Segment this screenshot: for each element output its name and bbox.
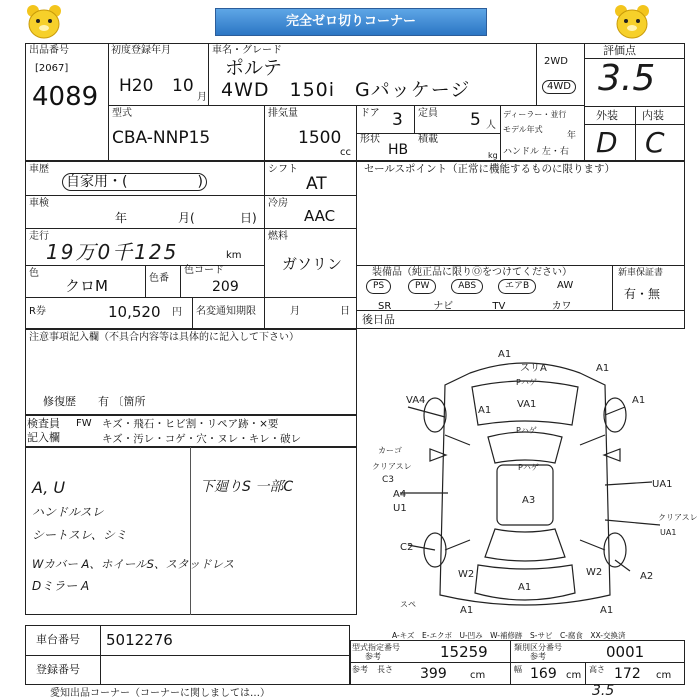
dmg-label: VA4 [406, 395, 426, 406]
repair-history: 修復歴 有 〔箇所 [43, 395, 146, 408]
chassis-number: 5012276 [106, 631, 173, 649]
first-reg-month: 10 [172, 76, 194, 96]
notes-label: 注意事項記入欄（不具合内容等は具体的に記入して下さい） [29, 332, 299, 343]
exterior-grade: D [596, 126, 618, 159]
car-grade: 4WD 150i Gパッケージ [221, 79, 471, 101]
lot-number: 4089 [32, 82, 99, 112]
equip-abs: ABS [451, 279, 483, 294]
dmg-label: U1 [393, 503, 407, 514]
bear-mascot-right-icon [612, 4, 652, 40]
dmg-label: C3 [382, 475, 395, 485]
designation-number: 15259 [440, 643, 488, 661]
note-line-2: ハンドルスレ [32, 505, 104, 519]
lot-sub: [2067] [35, 63, 69, 74]
footer-score: 3.5 [592, 683, 615, 699]
bear-mascot-left-icon [24, 4, 64, 40]
header-banner: 完全ゼロ切りコーナー [215, 8, 487, 36]
equip-airbag: エアB [498, 279, 536, 294]
first-reg-year: H20 [119, 76, 154, 96]
dmg-label: クリアスレ [658, 513, 698, 522]
dmg-label: W2 [586, 567, 603, 578]
recycle-fee: 10,520 [108, 303, 161, 321]
warranty-value: 有・無 [624, 287, 661, 301]
dmg-label: カーゴ [378, 446, 402, 455]
dmg-label: Pハゲ [516, 378, 537, 387]
dmg-label: A3 [522, 495, 536, 506]
dmg-label: A2 [640, 571, 654, 582]
damage-legend: A-キズ E-エクボ U-凹み W-補修跡 S-サビ C-腐食 XX-交換済 [392, 631, 626, 640]
category-number: 0001 [606, 643, 645, 661]
inspector-row-2: キズ・汚レ・コゲ・穴・ヌレ・キレ・破レ [102, 433, 302, 445]
dmg-label: スペ [400, 600, 416, 609]
fuel: ガソリン [282, 255, 343, 273]
first-reg-label: 初度登録年月 [111, 45, 171, 56]
interior-grade: C [645, 126, 665, 159]
mileage: 19万0千125 [46, 240, 179, 264]
equip-ps: PS [366, 279, 391, 294]
note-line-5: Dミラー A [32, 579, 90, 593]
equip-aw: AW [557, 280, 574, 291]
inspector-row-1: キズ・飛石・ヒビ割・リペア跡・×要 [102, 418, 279, 430]
damage-diagram [360, 345, 698, 630]
dmg-label: Pハゲ [516, 426, 537, 435]
dmg-label: A1 [518, 582, 532, 593]
dmg-label: A1 [478, 405, 492, 416]
dmg-label: UA1 [652, 479, 673, 490]
color-code: 209 [212, 279, 239, 295]
model-code: CBA-NNP15 [112, 128, 211, 148]
undercarriage-note: 下廻りS 一部C [200, 479, 294, 495]
dmg-label: A4 [393, 489, 407, 500]
length: 399 [420, 666, 447, 682]
dmg-label: A1 [632, 395, 646, 406]
dmg-label: VA1 [517, 399, 537, 410]
car-history: 自家用・( ) [62, 172, 207, 192]
width: 169 [530, 666, 557, 682]
car-name: ポルテ [225, 57, 283, 79]
displacement: 1500 [298, 128, 342, 148]
label-4wd-circled: 4WD [542, 80, 576, 94]
rating-label: 評価点 [603, 44, 636, 57]
dmg-label: C2 [400, 542, 414, 553]
doors: 3 [392, 110, 403, 130]
car-name-label: 車名・グレード [212, 45, 282, 56]
dmg-label: A1 [460, 605, 474, 616]
footer-text: 愛知出品コーナー（コーナーに関しましては…） [50, 688, 270, 699]
capacity: 5 [470, 110, 481, 130]
height: 172 [614, 666, 641, 682]
sales-point-label: セールスポイント（正常に機能するものに限ります） [364, 163, 616, 175]
dmg-label: A1 [600, 605, 614, 616]
dmg-label: Pハゲ [518, 463, 539, 472]
equip-pw: PW [408, 279, 436, 294]
note-line-1: A, U [32, 478, 66, 497]
note-line-3: シートスレ、シミ [32, 528, 127, 542]
dmg-label: クリアスレ [372, 462, 412, 471]
air-conditioner: AAC [304, 207, 336, 225]
transmission: AT [306, 174, 327, 194]
label-2wd: 2WD [544, 56, 568, 67]
dmg-label: UA1 [660, 528, 677, 537]
dmg-label: A1 [498, 349, 512, 360]
equipment-row-2: SR ナビ TV カワ [378, 301, 572, 312]
note-line-4: Wカバー A、ホイールS、スタッドレス [32, 557, 235, 571]
dmg-label: W2 [458, 569, 475, 580]
equipment-row-1 [366, 279, 610, 294]
dmg-label: A1 [596, 363, 610, 374]
lot-label: 出品番号 [29, 45, 69, 56]
rating-value: 3.5 [598, 58, 656, 99]
equipment-label: 装備品（純正品に限りⓄをつけてください） [372, 267, 572, 278]
dmg-label: スリA [520, 363, 547, 374]
body-shape: HB [388, 142, 409, 158]
color: クロM [65, 277, 108, 295]
